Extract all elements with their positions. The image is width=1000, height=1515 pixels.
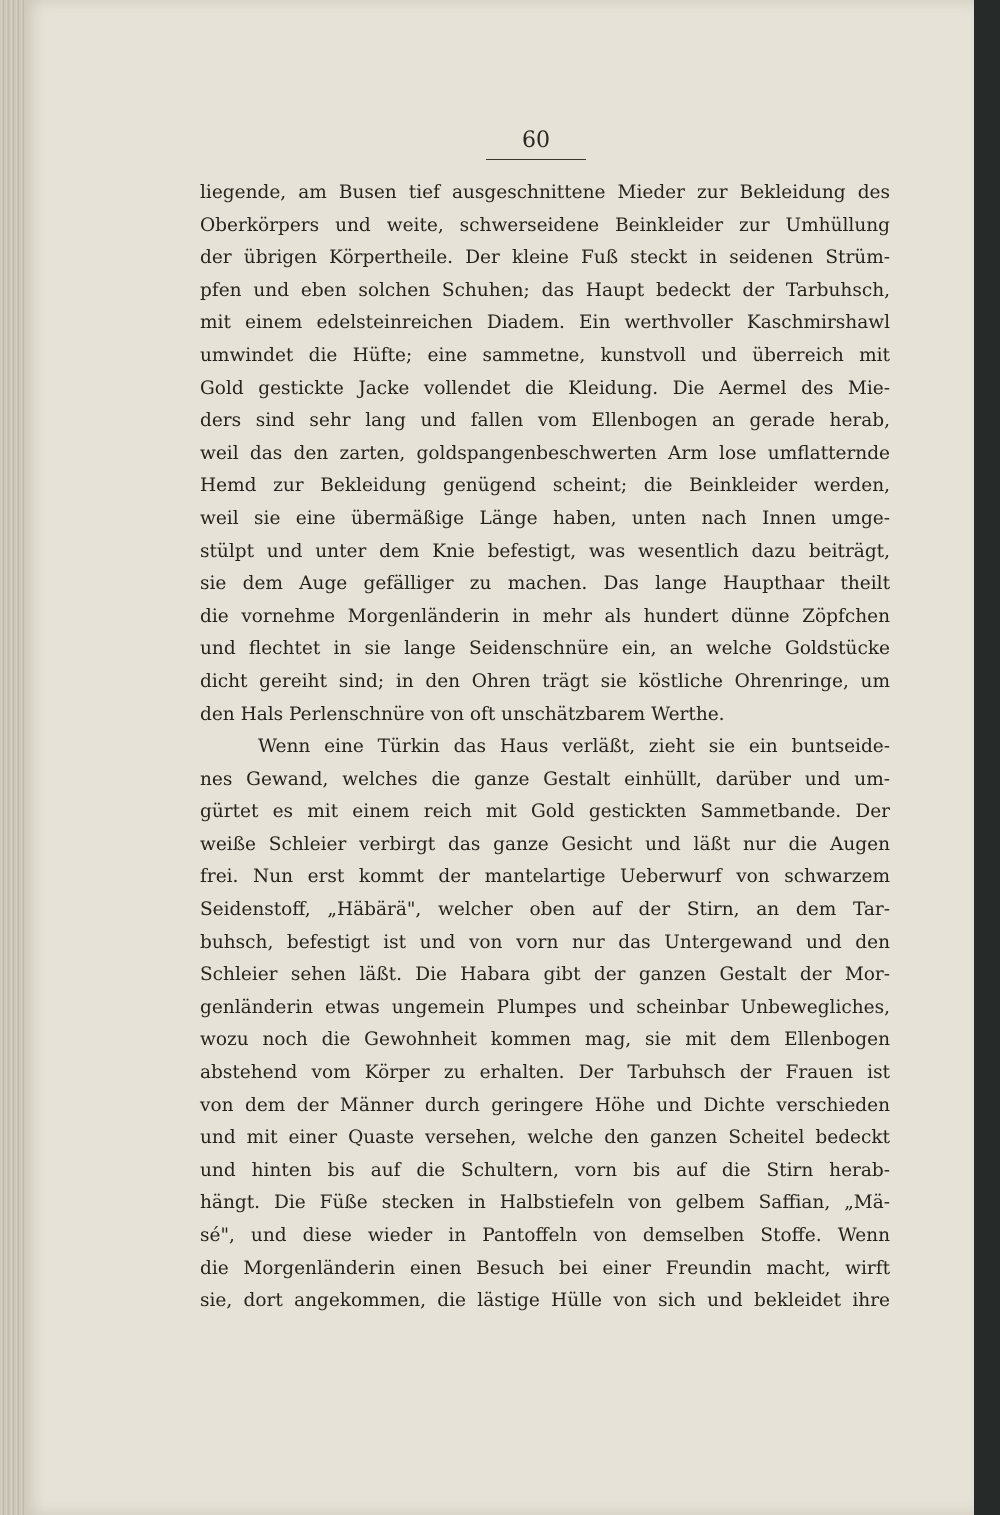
text-line: und flechtet in sie lange Seidenschnüre ein, an welche Goldstücke bbox=[200, 638, 890, 660]
page-number-rule bbox=[486, 159, 586, 160]
paragraph-start-line: Wenn eine Türkin das Haus verläßt, zieht sie ein buntseide- bbox=[258, 736, 890, 758]
text-line: von dem der Männer durch geringere Höhe und Dichte verschieden bbox=[200, 1094, 890, 1116]
text-line: pfen und eben solchen Schuhen; das Haupt bedeckt der Tarbuhsch, bbox=[200, 279, 890, 301]
text-line: liegende, am Busen tief ausgeschnittene Mieder zur Bekleidung des bbox=[200, 182, 890, 203]
text-line: weil sie eine übermäßige Länge haben, unten nach Innen umge- bbox=[200, 507, 890, 529]
scanner-background bbox=[974, 0, 1000, 1515]
text-line: gürtet es mit einem reich mit Gold gestickten Sammetbande. Der bbox=[200, 801, 890, 823]
text-line: und hinten bis auf die Schultern, vorn bis auf die Stirn herab- bbox=[200, 1159, 890, 1181]
text-line: und mit einer Quaste versehen, welche den ganzen Scheitel bedeckt bbox=[200, 1127, 890, 1149]
text-line: hängt. Die Füße stecken in Halbstiefeln von gelbem Saffian, „Mä- bbox=[200, 1192, 890, 1214]
text-line: frei. Nun erst kommt der mantelartige Ueberwurf von schwarzem bbox=[200, 866, 890, 888]
text-line: weiße Schleier verbirgt das ganze Gesicht und läßt nur die Augen bbox=[200, 833, 890, 855]
text-line: weil das den zarten, goldspangenbeschwerten Arm lose umflatternde bbox=[200, 442, 890, 464]
text-line: buhsch, befestigt ist und von vorn nur das Untergewand und den bbox=[200, 931, 890, 953]
text-line: sie, dort angekommen, die lästige Hülle von sich und bekleidet ihre bbox=[200, 1290, 890, 1312]
text-line: wozu noch die Gewohnheit kommen mag, sie mit dem Ellenbogen bbox=[200, 1029, 890, 1051]
text-line: Schleier sehen läßt. Die Habara gibt der ganzen Gestalt der Mor- bbox=[200, 964, 890, 986]
text-line: sé", und diese wieder in Pantoffeln von demselben Stoffe. Wenn bbox=[200, 1225, 890, 1246]
text-line: Seidenstoff, „Häbärä", welcher oben auf der Stirn, an dem Tar- bbox=[200, 899, 890, 921]
text-line: die vornehme Morgenländerin in mehr als hundert dünne Zöpfchen bbox=[200, 605, 890, 627]
text-line: mit einem edelsteinreichen Diadem. Ein werthvoller Kaschmirshawl bbox=[200, 312, 890, 334]
text-line: umwindet die Hüfte; eine sammetne, kunstvoll und überreich mit bbox=[200, 344, 890, 366]
text-line: ders sind sehr lang und fallen vom Ellenbogen an gerade herab, bbox=[200, 410, 890, 432]
text-line: sie dem Auge gefälliger zu machen. Das lange Haupthaar theilt bbox=[200, 573, 890, 595]
text-line: Gold gestickte Jacke vollendet die Kleidung. Die Aermel des Mie- bbox=[200, 377, 890, 399]
text-line: dicht gereiht sind; in den Ohren trägt sie köstliche Ohrenringe, um bbox=[200, 670, 890, 692]
text-line: nes Gewand, welches die ganze Gestalt einhüllt, darüber und um- bbox=[200, 768, 890, 790]
body-text bbox=[200, 177, 890, 1318]
text-line: stülpt und unter dem Knie befestigt, was wesentlich dazu beiträgt, bbox=[200, 540, 890, 562]
page-number: 60 bbox=[522, 128, 550, 153]
text-line: genländerin etwas ungemein Plumpes und scheinbar Unbewegliches, bbox=[200, 996, 890, 1018]
text-line: abstehend vom Körper zu erhalten. Der Tarbuhsch der Frauen ist bbox=[200, 1062, 890, 1084]
text-line: Oberkörpers und weite, schwerseidene Beinkleider zur Umhüllung bbox=[200, 214, 890, 236]
paragraph-end-line: den Hals Perlenschnüre von oft unschätzbarem Werthe. bbox=[200, 703, 725, 725]
text-line: die Morgenländerin einen Besuch bei einer Freundin macht, wirft bbox=[200, 1257, 890, 1279]
text-line: Hemd zur Bekleidung genügend scheint; die Beinkleider werden, bbox=[200, 475, 890, 497]
text-line: der übrigen Körpertheile. Der kleine Fuß steckt in seidenen Strüm- bbox=[200, 247, 890, 269]
